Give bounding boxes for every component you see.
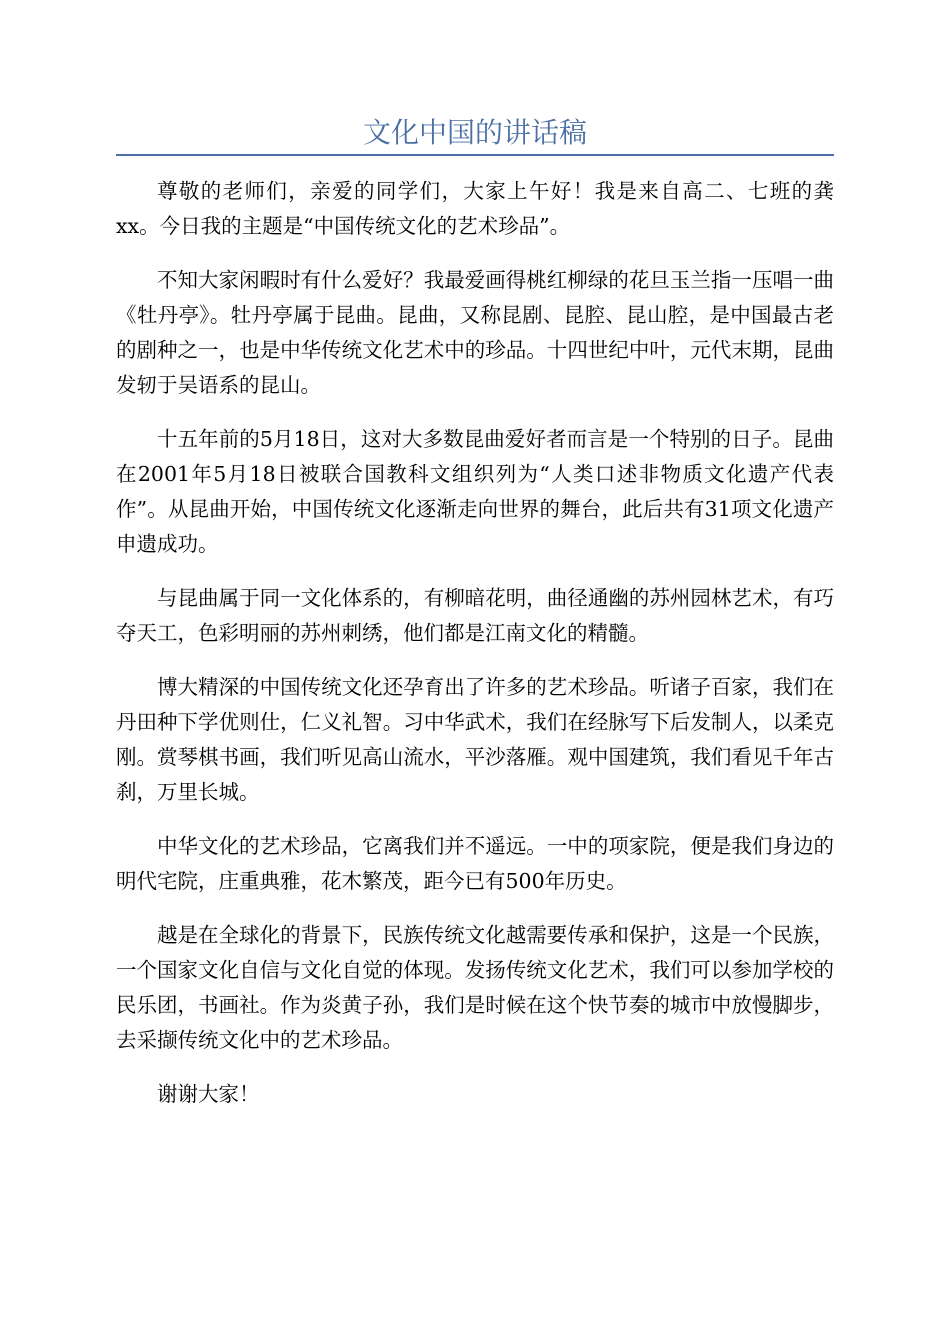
- document-title: 文化中国的讲话稿: [362, 116, 587, 149]
- paragraph-globalization: 越是在全球化的背景下，民族传统文化越需要传承和保护，这是一个民族，一个国家文化自信与文化自觉的体现。发扬传统文化艺术，我们可以参加学校的民乐团，书画社。作为炎黄子孙，我们是时候在这个快节奏的城市中放慢脚步，去采撷传统文化中的艺术珍品。: [116, 923, 834, 1052]
- paragraph-unesco: 十五年前的5月18日，这对大多数昆曲爱好者而言是一个特别的日子。昆曲在2001年5月18日被联合国教科文组织列为“人类口述非物质文化遗产代表作”。从昆曲开始，中国传统文化逐渐走向世界的舞台，此后共有31项文化遗产申遗成功。: [116, 427, 834, 556]
- document-body: [116, 174, 834, 1131]
- paragraph-kunqu-intro: 不知大家闲暇时有什么爱好？我最爱画得桃红柳绿的花旦玉兰指一压唱一曲《牡丹亭》。牡丹亭属于昆曲。昆曲，又称昆剧、昆腔、昆山腔，是中国最古老的剧种之一，也是中华传统文化艺术中的珍品。十四世纪中叶，元代末期，昆曲发轫于吴语系的昆山。: [116, 268, 834, 397]
- paragraph-thanks: 谢谢大家！: [157, 1082, 260, 1106]
- title-underline: [116, 154, 834, 156]
- paragraph-treasures: 博大精深的中国传统文化还孕育出了许多的艺术珍品。听诸子百家，我们在丹田种下学优则仕，仁义礼智。习中华武术，我们在经脉写下后发制人，以柔克刚。赏琴棋书画，我们听见高山流水，平沙落雁。观中国建筑，我们看见千年古刹，万里长城。: [116, 675, 834, 804]
- paragraph-greeting: 尊敬的老师们，亲爱的同学们，大家上午好！我是来自高二、七班的龚xx。今日我的主题是“中国传统文化的艺术珍品”。: [116, 179, 834, 238]
- paragraph-suzhou: 与昆曲属于同一文化体系的，有柳暗花明，曲径通幽的苏州园林艺术，有巧夺天工，色彩明丽的苏州刺绣，他们都是江南文化的精髓。: [116, 586, 834, 645]
- paragraph-xiangjiayuan: 中华文化的艺术珍品，它离我们并不遥远。一中的项家院，便是我们身边的明代宅院，庄重典雅，花木繁茂，距今已有500年历史。: [116, 834, 834, 893]
